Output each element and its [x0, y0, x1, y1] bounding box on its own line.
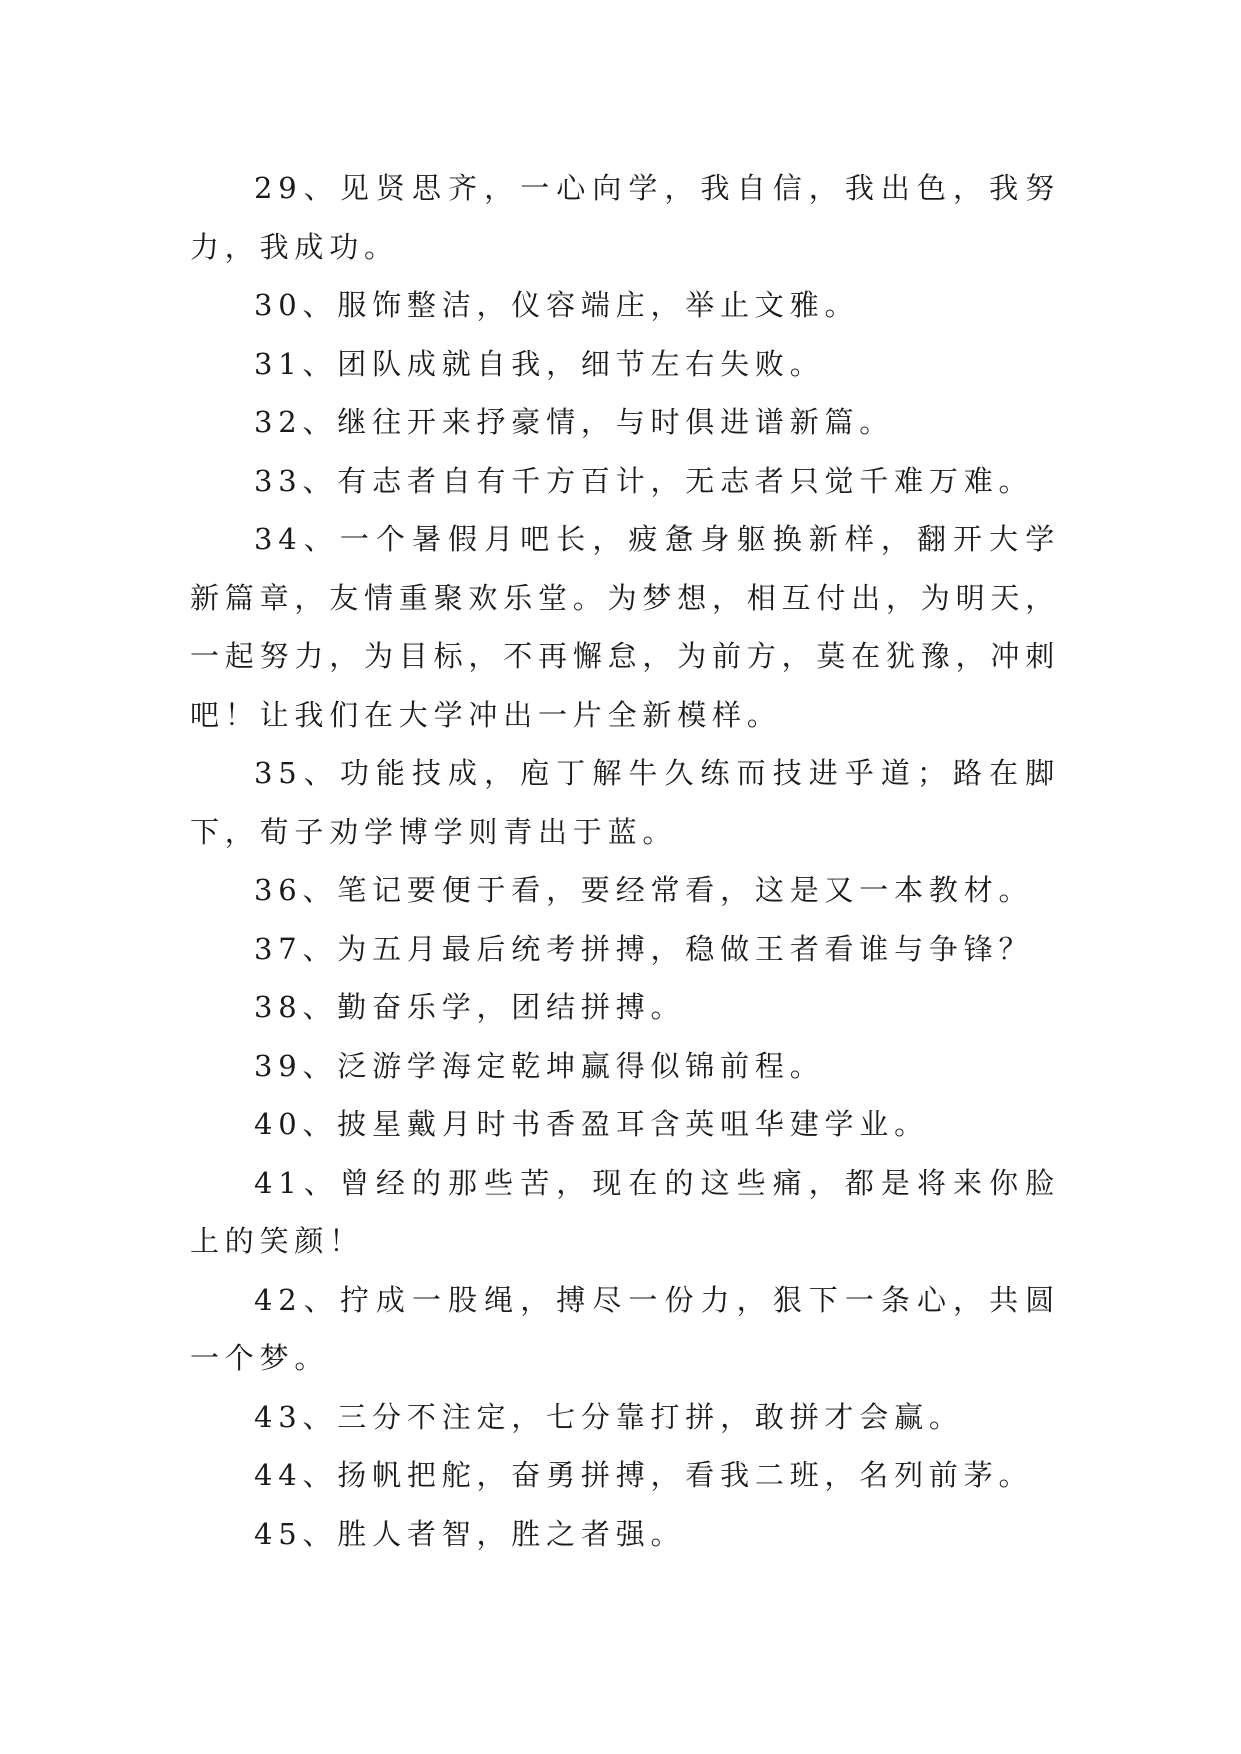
list-item: 35、功能技成，庖丁解牛久练而技进乎道；路在脚下，荀子劝学博学则青出于蓝。: [190, 756, 1060, 849]
list-item: 45、胜人者智，胜之者强。: [254, 1516, 686, 1551]
list-item: 38、勤奋乐学，团结拼搏。: [254, 990, 686, 1024]
list-item: 43、三分不注定，七分靠打拼，敢拼才会赢。: [254, 1399, 964, 1434]
list-item: 32、继往开来抒豪情，与时俱进谱新篇。: [254, 405, 895, 439]
list-item: 36、笔记要便于看，要经常看，这是又一本教材。: [254, 873, 1034, 907]
list-item: 41、曾经的那些苦，现在的这些痛，都是将来你脸上的笑颜！: [190, 1165, 1060, 1258]
list-item: 30、服饰整洁，仪容端庄，举止文雅。: [254, 288, 860, 322]
list-item: 39、泛游学海定乾坤赢得似锦前程。: [254, 1048, 825, 1083]
list-item: 34、一个暑假月吧长，疲惫身躯换新样，翻开大学新篇章，友情重聚欢乐堂。为梦想，相互付出，为明天，一起努力，为目标，不再懈怠，为前方，莫在犹豫，冲刺吧！让我们在大学冲出一片全新模样。: [190, 522, 1061, 732]
list-item: 40、披星戴月时书香盈耳含英咀华建学业。: [254, 1107, 929, 1141]
list-item: 42、拧成一股绳，搏尽一份力，狠下一条心，共圆一个梦。: [190, 1282, 1060, 1375]
list-item: 31、团队成就自我，细节左右失败。: [254, 346, 825, 381]
list-item: 37、为五月最后统考拼搏，稳做王者看谁与争锋？: [254, 931, 1034, 966]
list-item: 29、见贤思齐，一心向学，我自信，我出色，我努力，我成功。: [190, 171, 1060, 264]
list-item: 44、扬帆把舵，奋勇拼搏，看我二班，名列前茅。: [254, 1458, 1034, 1492]
slogan-list: [190, 159, 1060, 1563]
list-item: 33、有志者自有千方百计，无志者只觉千难万难。: [254, 463, 1034, 498]
